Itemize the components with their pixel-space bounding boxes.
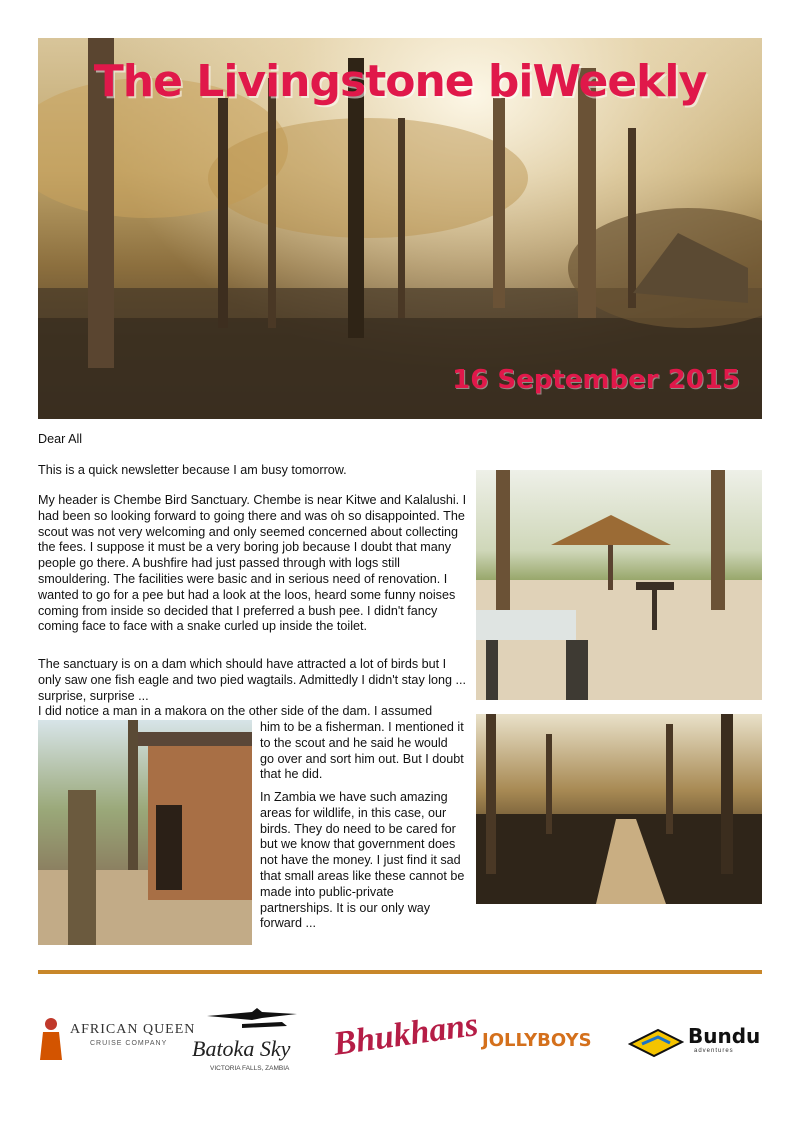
african-queen-figure-icon xyxy=(38,1016,64,1062)
toilet-illustration xyxy=(38,720,252,945)
toilet-photo xyxy=(38,720,252,945)
road-photo xyxy=(476,714,762,904)
batoka-sky-name: Batoka Sky xyxy=(192,1036,291,1061)
road-illustration xyxy=(476,714,762,904)
batoka-sky-subtitle: VICTORIA FALLS, ZAMBIA xyxy=(210,1065,290,1072)
paragraph-conclusion: In Zambia we have such amazing areas for wildlife, in this case, our birds. They do need to be cared for but we know that government does not have the money. I just find it sad that small areas like these cannot be made into public-private partnerships. It is our only way forward ... xyxy=(260,790,465,931)
campsite-photo xyxy=(476,470,762,700)
sponsor-logos xyxy=(38,1000,762,1080)
paragraph-dam: The sanctuary is on a dam which should have attracted a lot of birds but I only saw one fish eagle and two pied wagtails. Admittedly I didn't stay long ... surprise, surprise ... xyxy=(38,657,467,703)
african-queen-logo xyxy=(38,1016,196,1066)
greeting: Dear All xyxy=(38,432,83,446)
bundu-emblem-icon xyxy=(628,1028,684,1058)
newsletter-title: The Livingstone biWeekly xyxy=(93,56,707,107)
newsletter-date: 16 September 2015 xyxy=(452,365,740,395)
header-photo xyxy=(38,38,762,419)
aircraft-icon xyxy=(202,1002,302,1032)
jollyboys-logo: JOLLYBOYS xyxy=(482,1030,592,1051)
bhukhans-logo: Bhukhans xyxy=(331,1006,481,1063)
paragraph-makora-end: him to be a fisherman. I mentioned it to the scout and he said he would go over and sort him out. But I doubt that he did. xyxy=(260,720,464,782)
african-queen-name: AFRICAN QUEEN xyxy=(70,1022,196,1037)
paragraph-makora-start: I did notice a man in a makora on the other side of the dam. I assumed xyxy=(38,704,433,718)
paragraph-sanctuary: My header is Chembe Bird Sanctuary. Chembe is near Kitwe and Kalalushi. I had been so looking forward to going there and was oh so disappointed. The scout was not very welcoming and only seemed concerned about collecting the fees. I suppose it must be a very boring job because I doubt that many people go there. A bushfire had just passed through with logs still smouldering. The facilities were basic and in serious need of renovation. I wanted to go for a pee but had a look at the loos, heard some funny noises coming from inside so decided that I preferred a bush pee. I didn't fancy coming face to face with a snake curled up inside the toilet. xyxy=(38,493,467,634)
bundu-logo xyxy=(628,1020,762,1064)
batoka-sky-logo xyxy=(188,1002,323,1078)
african-queen-subtitle: CRUISE COMPANY xyxy=(90,1040,168,1047)
footer-divider xyxy=(38,970,762,974)
campsite-illustration xyxy=(476,470,762,700)
bundu-name: Bundu xyxy=(688,1024,761,1048)
bundu-subtitle: adventures xyxy=(694,1048,734,1054)
intro-paragraph: This is a quick newsletter because I am busy tomorrow. xyxy=(38,463,347,477)
